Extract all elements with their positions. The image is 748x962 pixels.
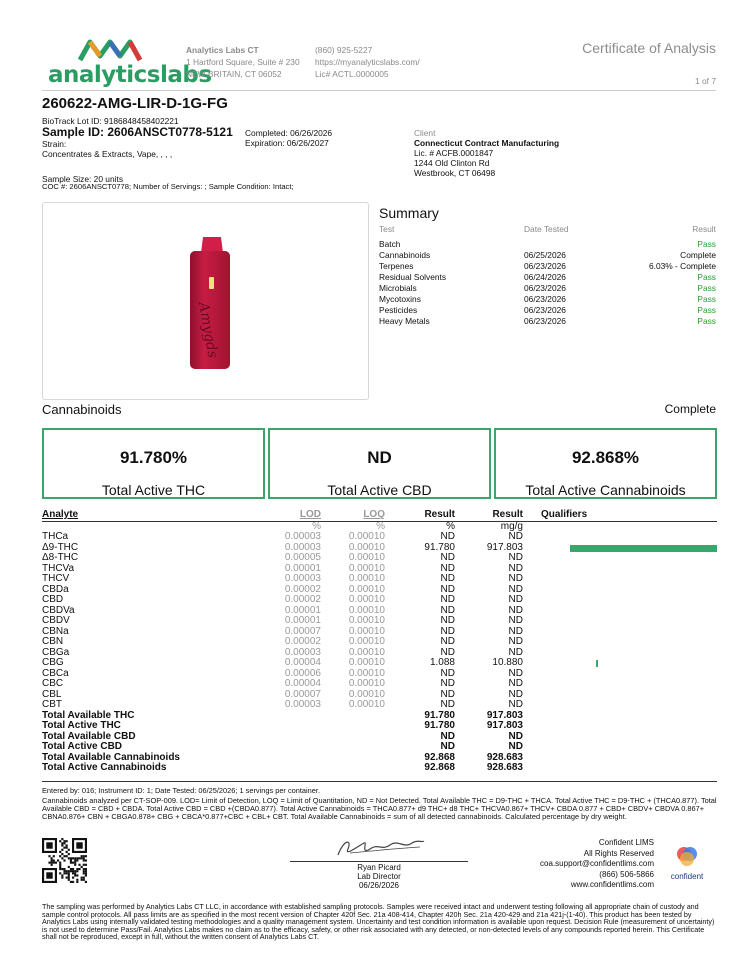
header-divider <box>42 90 716 91</box>
qualifier-cell <box>523 679 717 690</box>
analyte: CBGa <box>42 646 70 658</box>
analyte: THCV <box>42 573 70 584</box>
analyte: CBG <box>42 657 64 668</box>
lod: 0.00005 <box>284 552 321 563</box>
doc-title: Certificate of Analysis <box>582 40 716 56</box>
loq: 0.00010 <box>348 594 385 605</box>
vape-pen-icon <box>43 203 370 401</box>
total-result-pct: 91.780 <box>424 720 455 731</box>
disclaimer: The sampling was performed by Analytics Labs CT LLC, in accordance with established sampling protocols. Samples were received intact and underwent testing following all appropriate chain of custody and sample control protocols. All pass limits are as specified in the most recent version of Chapter 420f Sec. 21a 408-414, Chapter 420h Sec. 21a 420-429 and 21a 421j-(1-40). This product has been tested by Analytics Labs using internally validated testing methodologies and a quality management system. Uncertainty and test condition information is available upon request. Decision Rule (measurement of uncertainty) is not used to determine Pass/Fail. Analytics Labs makes no claim as to the efficacy, safety, or other risk associated with any detected, or non-detected levels of any compounds reported herein. This Certificate shall not be reproduced, except in full, without the written consent of Analytics Labs CT. <box>42 902 715 942</box>
cannabinoid-row <box>42 700 717 711</box>
qualifier-cell <box>523 616 717 627</box>
lod: 0.00001 <box>284 615 321 626</box>
qualifier-cell <box>523 669 717 680</box>
qualifier-cell <box>523 627 717 638</box>
loq: 0.00010 <box>348 615 385 626</box>
signature-line <box>290 861 468 862</box>
summary-date: 06/23/2026 <box>524 316 566 326</box>
result-mg: 917.803 <box>486 541 523 553</box>
result-mg: ND <box>508 699 523 710</box>
analyte: CBDa <box>42 583 69 595</box>
qualifier-cell <box>523 574 717 585</box>
lab-phone: (860) 925-5227 <box>315 45 373 55</box>
cannabinoid-row <box>42 616 717 627</box>
total-active-cbd-value: ND <box>367 448 392 467</box>
result-pct: ND <box>440 646 455 658</box>
qr-code-icon <box>42 838 87 883</box>
confident-url[interactable]: www.confidentlims.com <box>570 880 654 890</box>
result-pct: ND <box>440 583 455 595</box>
analyte: CBL <box>42 688 62 700</box>
result-mg: ND <box>508 573 523 584</box>
summary-result: Pass <box>697 283 716 293</box>
total-active-thc-label: Total Active THC <box>101 482 206 498</box>
lod: 0.00001 <box>284 604 321 616</box>
cannabinoid-row <box>42 679 717 690</box>
sample-size: Sample Size: 20 units <box>42 174 124 184</box>
total-result-pct: 92.868 <box>424 762 455 773</box>
page-number: 1 of 7 <box>695 76 716 86</box>
analyte: CBDVa <box>42 604 75 616</box>
summary-result: 6.03% - Complete <box>648 261 716 271</box>
result-mg: ND <box>508 646 523 658</box>
summary-header-test: Test <box>379 224 395 234</box>
lod: 0.00001 <box>284 562 321 574</box>
total-result-mg: ND <box>508 730 523 742</box>
lod: 0.00003 <box>284 573 321 584</box>
confident-brand-text: confident <box>670 872 704 881</box>
result-pct: ND <box>440 667 455 679</box>
analyte: CBT <box>42 699 62 710</box>
loq: 0.00010 <box>348 531 385 542</box>
client-license: Lic. # ACFB.0001847 <box>414 148 494 158</box>
qualifier-cell <box>523 585 717 596</box>
summary-row <box>379 294 716 305</box>
summary-row <box>379 272 716 283</box>
result-mg: 10.880 <box>492 657 523 668</box>
loq: 0.00010 <box>348 604 385 616</box>
total-result-mg: ND <box>508 741 523 752</box>
signature-image <box>330 835 430 863</box>
result-mg: ND <box>508 583 523 595</box>
completed-date: Completed: 06/26/2026 <box>245 128 333 138</box>
summary-date: 06/23/2026 <box>524 294 566 304</box>
summary-date <box>524 239 634 250</box>
result-mg: ND <box>508 562 523 574</box>
summary-row <box>379 239 716 250</box>
sample-name: 260622-AMG-LIR-D-1G-FG <box>42 95 228 112</box>
loq: 0.00010 <box>348 646 385 658</box>
cannabinoid-row <box>42 637 717 648</box>
confident-email[interactable]: coa.support@confidentlims.com <box>540 859 654 869</box>
lab-url[interactable]: https://myanalyticslabs.com/ <box>315 57 420 67</box>
loq: 0.00010 <box>348 541 385 553</box>
result-mg: ND <box>508 678 523 689</box>
loq: 0.00010 <box>348 625 385 637</box>
qualifier-cell <box>523 595 717 606</box>
qualifier-cell <box>523 648 717 659</box>
lod: 0.00002 <box>284 583 321 595</box>
loq: 0.00010 <box>348 699 385 710</box>
col-analyte: Analyte <box>42 509 79 520</box>
result-pct: ND <box>440 615 455 626</box>
lab-name: Analytics Labs CT <box>186 45 259 55</box>
cannabinoid-row <box>42 595 717 606</box>
result-mg: ND <box>508 636 523 647</box>
loq: 0.00010 <box>348 657 385 668</box>
total-analyte: Total Available THC <box>42 709 135 721</box>
summary-header-date: Date Tested <box>524 224 569 234</box>
qualifier-cell <box>523 564 717 575</box>
result-mg: ND <box>508 667 523 679</box>
total-row <box>42 763 717 774</box>
result-mg: ND <box>508 615 523 626</box>
loq: 0.00010 <box>348 573 385 584</box>
lod: 0.00006 <box>284 667 321 679</box>
confident-info <box>540 838 654 891</box>
sample-id: Sample ID: 2606ANSCT0778-5121 <box>42 125 233 139</box>
cannabinoids-title: Cannabinoids <box>42 402 122 417</box>
summary-row <box>379 305 716 316</box>
signature-date: 06/26/2026 <box>358 881 400 890</box>
total-row <box>42 732 717 743</box>
summary-result: Pass <box>697 305 716 315</box>
product-brand-text: Amygds <box>195 300 221 360</box>
summary-test: Heavy Metals <box>379 316 430 326</box>
result-mg: ND <box>508 604 523 616</box>
total-analyte: Total Available CBD <box>42 730 136 742</box>
summary-test: Batch <box>379 239 401 249</box>
loq: 0.00010 <box>348 562 385 574</box>
col-loq: LOQ <box>363 509 385 520</box>
lod: 0.00003 <box>284 531 321 542</box>
analyte: CBN <box>42 636 64 647</box>
confident-logo <box>664 845 710 881</box>
total-result-mg: 917.803 <box>486 720 523 731</box>
summary-result: Complete <box>680 250 716 260</box>
summary-date: 06/24/2026 <box>524 272 566 282</box>
total-result-pct: ND <box>440 741 455 752</box>
total-analyte: Total Active THC <box>42 720 121 731</box>
coc-info: COC #: 2606ANSCT0778; Number of Servings: ; Sample Condition: Intact; <box>42 182 294 191</box>
analyte: CBNa <box>42 625 69 637</box>
qualifier-cell <box>523 553 717 564</box>
signer-name: Ryan Picard <box>357 863 401 872</box>
loq: 0.00010 <box>348 636 385 647</box>
col-result-pct: Result <box>424 509 455 520</box>
result-pct: ND <box>440 699 455 710</box>
total-result-pct: ND <box>440 730 455 742</box>
summary-date: 06/23/2026 <box>524 283 566 293</box>
lod: 0.00002 <box>284 636 321 647</box>
confident-l1: Confident LIMS <box>598 838 654 847</box>
signer-title: Lab Director <box>357 872 401 881</box>
result-pct: 1.088 <box>429 657 455 668</box>
result-pct: ND <box>440 562 455 574</box>
summary-header-row <box>379 224 716 239</box>
confident-logo-icon <box>676 845 698 867</box>
confident-l2: All Rights Reserved <box>583 848 654 858</box>
lab-address1: 1 Hartford Square, Suite # 230 <box>186 57 300 67</box>
summary-test: Cannabinoids <box>379 250 431 260</box>
qualifier-cell <box>523 532 717 543</box>
summary-row <box>379 316 716 327</box>
lab-address2: NEW BRITAIN, CT 06052 <box>186 69 282 79</box>
product-image <box>42 202 369 400</box>
total-analyte: Total Available Cannabinoids <box>42 751 180 763</box>
confident-phone: (866) 506-5866 <box>599 869 654 879</box>
category: Concentrates & Extracts, Vape, , , , <box>42 149 173 159</box>
summary-result: Pass <box>697 239 716 249</box>
total-analyte: Total Active CBD <box>42 741 123 752</box>
summary-date: 06/25/2026 <box>524 250 566 260</box>
total-result-mg: 928.683 <box>486 762 523 773</box>
cannabinoid-row <box>42 532 717 543</box>
result-pct: ND <box>440 636 455 647</box>
lod: 0.00003 <box>284 541 321 553</box>
analyte: CBDV <box>42 615 70 626</box>
analyte: Δ9-THC <box>42 541 79 553</box>
notes-entered: Entered by: 016; Instrument ID: 1; Date Tested: 06/25/2026; 1 servings per container. <box>42 786 320 795</box>
summary-date: 06/23/2026 <box>524 305 566 315</box>
analyte: THCVa <box>42 562 75 574</box>
result-pct: ND <box>440 552 455 563</box>
result-mg: ND <box>508 688 523 700</box>
summary-row <box>379 283 716 294</box>
analyte: CBCa <box>42 667 69 679</box>
qualifier-cell <box>523 700 717 711</box>
lod: 0.00007 <box>284 625 321 637</box>
summary-table <box>379 224 716 327</box>
lod: 0.00004 <box>284 678 321 689</box>
unit-lod: % <box>312 520 321 532</box>
total-result-pct: 91.780 <box>424 709 455 721</box>
result-pct: ND <box>440 625 455 637</box>
result-bar <box>596 660 598 667</box>
logo-text: analyticslabs <box>48 62 212 88</box>
loq: 0.00010 <box>348 678 385 689</box>
lab-license: Lic# ACTL.0000005 <box>315 69 389 79</box>
result-pct: ND <box>440 604 455 616</box>
summary-test: Terpenes <box>379 261 414 271</box>
strain: Strain: <box>42 139 67 149</box>
biotrack-lot: BioTrack Lot ID: 9186848458402221 <box>42 116 179 126</box>
lod: 0.00004 <box>284 657 321 668</box>
summary-row <box>379 250 716 261</box>
total-active-cbd-label: Total Active CBD <box>327 482 432 498</box>
analyte: CBC <box>42 678 64 689</box>
lod: 0.00007 <box>284 688 321 700</box>
result-mg: ND <box>508 625 523 637</box>
qualifier-cell <box>523 543 717 554</box>
col-result-mg: Result <box>492 509 523 520</box>
result-pct: ND <box>440 531 455 542</box>
total-active-cannabinoids-box <box>494 428 717 499</box>
total-row <box>42 711 717 722</box>
result-pct: ND <box>440 594 455 605</box>
qualifier-cell <box>523 690 717 701</box>
total-result-pct: 92.868 <box>424 751 455 763</box>
total-active-cannabinoids-value: 92.868% <box>571 448 640 467</box>
qualifier-cell <box>523 637 717 648</box>
total-result-mg: 928.683 <box>486 751 523 763</box>
table-bottom-rule <box>42 781 717 782</box>
client-label: Client <box>414 128 436 138</box>
qualifier-cell <box>523 606 717 617</box>
total-active-cbd-box <box>268 428 491 499</box>
logo <box>48 38 212 88</box>
result-bar <box>570 545 717 552</box>
total-result-mg: 917.803 <box>486 709 523 721</box>
result-mg: ND <box>508 594 523 605</box>
summary-result: Pass <box>697 294 716 304</box>
total-active-cannabinoids-label: Total Active Cannabinoids <box>525 482 686 498</box>
signature-block <box>290 863 468 890</box>
summary-test: Pesticides <box>379 305 418 315</box>
summary-header-result: Result <box>692 224 716 234</box>
analyte: CBD <box>42 594 64 605</box>
loq: 0.00010 <box>348 667 385 679</box>
result-mg: ND <box>508 531 523 542</box>
summary-test: Mycotoxins <box>379 294 421 304</box>
loq: 0.00010 <box>348 552 385 563</box>
total-active-thc-value: 91.780% <box>119 448 188 467</box>
cannabinoid-table <box>42 510 717 774</box>
unit-loq: % <box>376 520 385 532</box>
lab-info <box>186 44 300 80</box>
col-qualifiers: Qualifiers <box>541 509 588 520</box>
analyte: Δ8-THC <box>42 552 79 563</box>
summary-test: Microbials <box>379 283 417 293</box>
unit-result-pct: % <box>446 520 455 532</box>
analyte: THCa <box>42 531 69 542</box>
client-address1: 1244 Old Clinton Rd <box>414 158 490 168</box>
total-row <box>42 742 717 753</box>
lod: 0.00002 <box>284 594 321 605</box>
cannabinoid-row <box>42 574 717 585</box>
cannabinoid-row <box>42 553 717 564</box>
total-row <box>42 721 717 732</box>
result-pct: ND <box>440 688 455 700</box>
lod: 0.00003 <box>284 699 321 710</box>
loq: 0.00010 <box>348 688 385 700</box>
summary-test: Residual Solvents <box>379 272 447 282</box>
logo-mark-icon <box>48 38 178 64</box>
notes-method: Cannabinoids analyzed per CT-SOP-009. LOD= Limit of Detection, LOQ = Limit of Quantitation, ND = Not Detected. Total Available THC = D9-THC + THCA. Total Active THC = D9-THC + (THCA0.877). Total Available CBD = CBD + CBDA. Total Active CBD = CBD +(CBDA0.877). Total Active Cannabinoids = THCA0.877+ d9 THC+ d8 THC+ THCVA0.867+ THCV+ CBDA 0.877 + CBD+ CBDV+ CBDVA 0.867+ CBNA0.876+ CBN + CBGA0.878+ CBG + CBCA*0.877+CBC + CBL+ CBT. Total Available Cannabinoids = sum of all detected cannabinoids. Calculated percentage by dry weight. <box>42 796 717 822</box>
qualifier-cell <box>523 658 717 669</box>
total-active-thc-box <box>42 428 265 499</box>
cannabinoids-status: Complete <box>664 402 716 416</box>
client-name: Connecticut Contract Manufacturing <box>414 138 560 148</box>
summary-result: Pass <box>697 272 716 282</box>
result-mg: ND <box>508 552 523 563</box>
result-pct: 91.780 <box>424 541 455 553</box>
cannabinoid-header-row <box>42 510 717 521</box>
result-pct: ND <box>440 573 455 584</box>
col-lod: LOD <box>299 509 321 520</box>
lab-contact <box>315 44 420 80</box>
cannabinoid-row <box>42 658 717 669</box>
summary-title: Summary <box>379 205 439 221</box>
lod: 0.00003 <box>284 646 321 658</box>
summary-row <box>379 261 716 272</box>
loq: 0.00010 <box>348 583 385 595</box>
client-address2: Westbrook, CT 06498 <box>414 168 496 178</box>
summary-result: Pass <box>697 316 716 326</box>
total-analyte: Total Active Cannabinoids <box>42 762 167 773</box>
result-pct: ND <box>440 678 455 689</box>
client-block <box>414 128 559 178</box>
unit-result-mg: mg/g <box>500 520 523 532</box>
expiration-date: Expiration: 06/26/2027 <box>245 138 329 148</box>
summary-date: 06/23/2026 <box>524 261 566 271</box>
